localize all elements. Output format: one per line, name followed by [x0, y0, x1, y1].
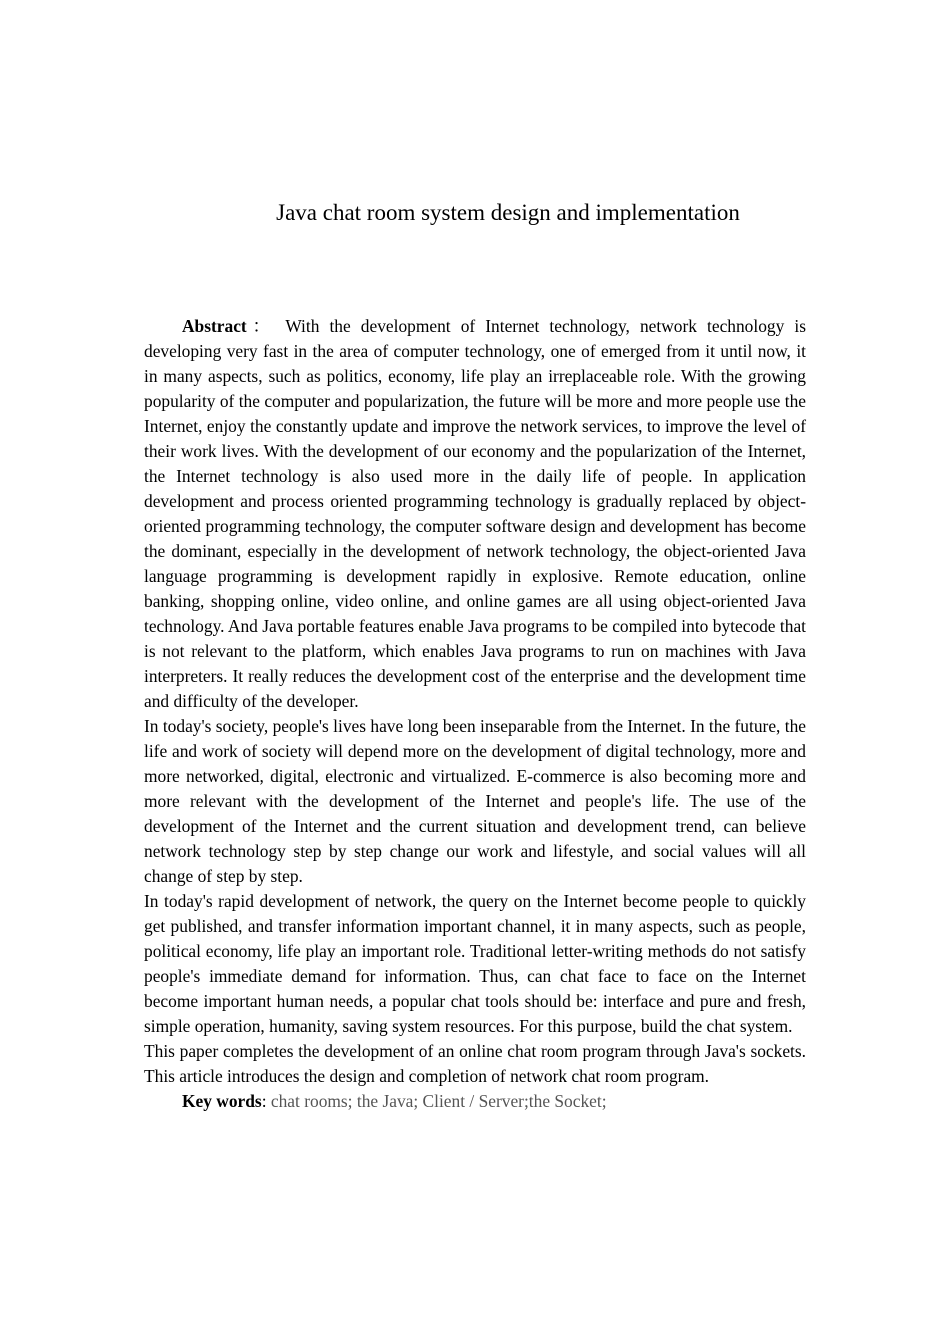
abstract-separator: ： [246, 316, 276, 336]
keywords-label: Key words [182, 1091, 262, 1111]
abstract-section [144, 314, 806, 1114]
abstract-paragraph: This paper completes the development of an online chat room program through Java's sockets. This article introduces the design and completion of network chat room program. [144, 1041, 806, 1086]
keywords-separator: : [261, 1091, 271, 1111]
abstract-paragraph: In today's rapid development of network, the query on the Internet become people to quickly get published, and transfer information important channel, it in many aspects, such as people, political economy, life play an important role. Traditional letter-writing methods do not satisfy people's immediate demand for information. Thus, can chat face to face on the Internet become important human needs, a popular chat tools should be: interface and pure and fresh, simple operation, humanity, saving system resources. For this purpose, build the chat system. [144, 891, 806, 1036]
keywords-values: chat rooms; the Java; Client / Server;the Socket; [270, 1091, 607, 1111]
abstract-paragraph: In today's society, people's lives have long been inseparable from the Internet. In the future, the life and work of society will depend more on the development of digital technology, more and more networked, digital, electronic and virtualized. E-commerce is also becoming more and more relevant with the development of the Internet and people's life. The use of the development of the Internet and the current situation and development trend, can believe network technology step by step change our work and lifestyle, and social values will all change of step by step. [144, 716, 806, 886]
abstract-paragraph-1-text: With the development of Internet technology, network technology is developing very fast in the area of computer technology, one of emerged from it until now, it in many aspects, such as politics, economy, life play an irreplaceable role. With the growing popularity of the computer and popularization, the future will be more and more people use the Internet, enjoy the constantly update and improve the network services, to improve the level of their work lives. With the development of our economy and the popularization of the Internet, the Internet technology is also used more in the daily life of people. In application development and process oriented programming technology is gradually replaced by object-oriented programming technology, the computer software design and development has become the dominant, especially in the development of network technology, the object-oriented Java language programming is development rapidly in explosive. Remote education, online banking, shopping online, video online, and online games are all using object-oriented Java technology. And Java portable features enable Java programs to be compiled into bytecode that is not relevant to the platform, which enables Java programs to run on machines with Java interpreters. It really reduces the development cost of the enterprise and the development time and difficulty of the developer. [144, 316, 806, 711]
document-title: Java chat room system design and implementation [276, 200, 740, 225]
abstract-paragraph [144, 314, 806, 714]
abstract-label: Abstract [182, 316, 247, 336]
keywords-line [144, 1089, 806, 1114]
